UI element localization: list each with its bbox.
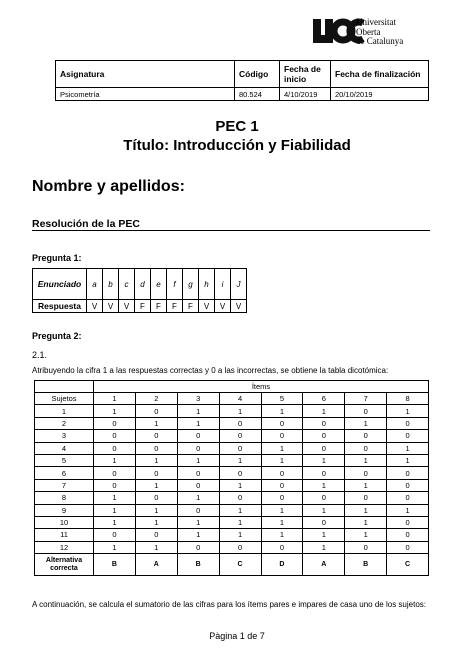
answer-cell: V <box>103 300 119 313</box>
respuesta-label: Respuesta <box>33 300 87 313</box>
val-fecha-final: 20/10/2019 <box>331 88 429 101</box>
col-fecha-final: Fecha de finalización <box>331 61 429 88</box>
score-cell: 1 <box>94 405 136 417</box>
score-cell: 0 <box>261 430 303 442</box>
score-cell: 1 <box>94 516 136 528</box>
subquestion-number: 2.1. <box>32 350 48 360</box>
score-cell: 0 <box>387 492 429 504</box>
subject-id-cell: 6 <box>35 467 94 479</box>
score-cell: 0 <box>177 504 219 516</box>
score-cell: 1 <box>219 479 261 491</box>
answer-cell: F <box>151 300 167 313</box>
answer-cell: F <box>183 300 199 313</box>
item-number-header: 1 <box>94 393 136 405</box>
answer-cell: F <box>135 300 151 313</box>
score-cell: 0 <box>387 529 429 541</box>
subject-id-cell: 5 <box>35 454 94 466</box>
item-number-header: 4 <box>219 393 261 405</box>
score-cell: 1 <box>177 405 219 417</box>
table-row <box>35 430 429 442</box>
score-cell: 0 <box>219 442 261 454</box>
score-cell: 1 <box>135 454 177 466</box>
correct-answer-row <box>35 554 429 576</box>
score-cell: 1 <box>303 504 345 516</box>
score-cell: 1 <box>303 454 345 466</box>
items-header: Ítems <box>94 381 429 393</box>
score-cell: 0 <box>219 492 261 504</box>
score-cell: 0 <box>94 417 136 429</box>
score-cell: 0 <box>387 516 429 528</box>
item-number-header: 7 <box>345 393 387 405</box>
score-cell: 0 <box>219 541 261 553</box>
score-cell: 1 <box>219 454 261 466</box>
answer-cell: V <box>87 300 103 313</box>
score-cell: 0 <box>135 442 177 454</box>
score-cell: 0 <box>303 442 345 454</box>
score-cell: 0 <box>219 467 261 479</box>
score-cell: 0 <box>303 492 345 504</box>
score-cell: 0 <box>387 430 429 442</box>
score-cell: 0 <box>219 430 261 442</box>
score-cell: 0 <box>303 516 345 528</box>
score-cell: 1 <box>387 405 429 417</box>
subject-id-cell: 1 <box>35 405 94 417</box>
score-cell: 1 <box>219 504 261 516</box>
page-footer: Pàgina 1 de 7 <box>209 631 265 641</box>
table-row <box>35 479 429 491</box>
val-codigo: 80.524 <box>235 88 280 101</box>
score-cell: 1 <box>135 516 177 528</box>
score-cell: 1 <box>135 541 177 553</box>
score-cell: 1 <box>94 454 136 466</box>
letter-cell: i <box>215 269 231 300</box>
section-divider <box>32 230 430 231</box>
answer-cell: V <box>215 300 231 313</box>
score-cell: 0 <box>135 467 177 479</box>
score-cell: 1 <box>303 405 345 417</box>
letter-cell: e <box>151 269 167 300</box>
correct-answer-cell: C <box>387 554 429 576</box>
correct-answer-cell: A <box>135 554 177 576</box>
table-row <box>35 492 429 504</box>
score-cell: 0 <box>303 467 345 479</box>
val-fecha-inicio: 4/10/2019 <box>280 88 331 101</box>
score-cell: 1 <box>345 504 387 516</box>
letter-cell: f <box>167 269 183 300</box>
score-cell: 0 <box>177 541 219 553</box>
score-cell: 1 <box>177 492 219 504</box>
logo-text: Universitat Oberta de Catalunya <box>356 17 404 46</box>
score-cell: 0 <box>345 430 387 442</box>
letter-cell: a <box>87 269 103 300</box>
page-title: PEC 1 <box>215 118 259 135</box>
score-cell: 1 <box>219 529 261 541</box>
score-cell: 0 <box>345 541 387 553</box>
score-cell: 0 <box>135 430 177 442</box>
score-cell: 0 <box>387 479 429 491</box>
alt-label: Alternativa correcta <box>35 554 94 576</box>
score-cell: 0 <box>261 467 303 479</box>
subject-id-cell: 9 <box>35 504 94 516</box>
item-number-header: 3 <box>177 393 219 405</box>
score-cell: 1 <box>261 442 303 454</box>
letter-cell: g <box>183 269 199 300</box>
score-cell: 0 <box>94 467 136 479</box>
score-cell: 0 <box>345 492 387 504</box>
score-cell: 0 <box>345 442 387 454</box>
score-cell: 1 <box>345 529 387 541</box>
score-cell: 0 <box>261 417 303 429</box>
table-row <box>35 541 429 553</box>
score-cell: 0 <box>177 430 219 442</box>
score-cell: 1 <box>303 479 345 491</box>
question2-text: Atribuyendo la cifra 1 a las respuestas correctas y 0 a las incorrectas, se obtiene la tabla dicotómica: <box>32 366 389 375</box>
score-cell: 1 <box>387 504 429 516</box>
correct-answer-cell: B <box>94 554 136 576</box>
continuation-text: A continuación, se calcula el sumatorio de las cifras para los ítems pares e impares de casa uno de los sujetos: <box>32 600 426 609</box>
correct-answer-cell: D <box>261 554 303 576</box>
table-row <box>35 454 429 466</box>
correct-answer-cell: A <box>303 554 345 576</box>
item-number-header: 8 <box>387 393 429 405</box>
question1-label: Pregunta 1: <box>32 253 82 263</box>
table-row <box>35 405 429 417</box>
col-asignatura: Asignatura <box>56 61 235 88</box>
score-cell: 1 <box>94 504 136 516</box>
score-cell: 0 <box>135 492 177 504</box>
score-cell: 1 <box>135 417 177 429</box>
score-cell: 0 <box>94 430 136 442</box>
score-cell: 1 <box>387 442 429 454</box>
score-cell: 0 <box>261 541 303 553</box>
letter-cell: d <box>135 269 151 300</box>
score-cell: 1 <box>219 516 261 528</box>
subject-id-cell: 8 <box>35 492 94 504</box>
score-cell: 0 <box>219 417 261 429</box>
score-cell: 0 <box>135 529 177 541</box>
val-asignatura: Psicometría <box>56 88 235 101</box>
score-cell: 1 <box>177 417 219 429</box>
subject-id-cell: 3 <box>35 430 94 442</box>
answer-cell: F <box>167 300 183 313</box>
score-cell: 0 <box>94 479 136 491</box>
score-cell: 1 <box>261 454 303 466</box>
letter-cell: h <box>199 269 215 300</box>
page-subtitle: Título: Introducción y Fiabilidad <box>123 137 351 154</box>
score-cell: 1 <box>261 504 303 516</box>
correct-answer-cell: B <box>177 554 219 576</box>
score-cell: 0 <box>261 492 303 504</box>
score-cell: 1 <box>261 529 303 541</box>
question2-label: Pregunta 2: <box>32 331 82 341</box>
score-cell: 0 <box>387 541 429 553</box>
table-row <box>35 442 429 454</box>
score-cell: 1 <box>135 479 177 491</box>
score-cell: 0 <box>261 479 303 491</box>
score-cell: 1 <box>177 516 219 528</box>
score-cell: 1 <box>135 504 177 516</box>
score-cell: 1 <box>303 541 345 553</box>
enunciado-label: Enunciado <box>33 269 87 300</box>
subject-id-cell: 11 <box>35 529 94 541</box>
col-codigo: Código <box>235 61 280 88</box>
table-row <box>35 516 429 528</box>
score-cell: 1 <box>387 454 429 466</box>
answers-table <box>32 268 247 313</box>
item-number-header: 5 <box>261 393 303 405</box>
score-cell: 1 <box>303 529 345 541</box>
section-heading: Resolución de la PEC <box>32 218 140 230</box>
subject-id-cell: 7 <box>35 479 94 491</box>
score-cell: 0 <box>387 467 429 479</box>
answer-cell: V <box>119 300 135 313</box>
table-row <box>35 417 429 429</box>
score-cell: 1 <box>345 417 387 429</box>
score-cell: 0 <box>135 405 177 417</box>
score-cell: 0 <box>177 479 219 491</box>
correct-answer-cell: B <box>345 554 387 576</box>
score-cell: 0 <box>303 417 345 429</box>
score-cell: 0 <box>177 442 219 454</box>
score-cell: 0 <box>345 405 387 417</box>
subject-id-cell: 2 <box>35 417 94 429</box>
correct-answer-cell: C <box>219 554 261 576</box>
score-cell: 0 <box>94 442 136 454</box>
dichotomous-table <box>34 380 429 576</box>
score-cell: 1 <box>219 405 261 417</box>
score-cell: 1 <box>261 405 303 417</box>
score-cell: 1 <box>345 479 387 491</box>
subject-id-cell: 12 <box>35 541 94 553</box>
score-cell: 1 <box>345 454 387 466</box>
score-cell: 1 <box>94 541 136 553</box>
table-row <box>35 504 429 516</box>
table-row <box>35 529 429 541</box>
letter-cell: c <box>119 269 135 300</box>
empty-corner <box>35 381 94 393</box>
course-info-table <box>55 60 429 101</box>
score-cell: 0 <box>303 430 345 442</box>
score-cell: 0 <box>177 467 219 479</box>
subjects-header: Sujetos <box>35 393 94 405</box>
letter-cell: J <box>231 269 247 300</box>
score-cell: 0 <box>94 529 136 541</box>
col-fecha-inicio: Fecha de inicio <box>280 61 331 88</box>
score-cell: 0 <box>387 417 429 429</box>
score-cell: 1 <box>261 516 303 528</box>
letter-cell: b <box>103 269 119 300</box>
score-cell: 1 <box>345 516 387 528</box>
item-number-header: 6 <box>303 393 345 405</box>
subject-id-cell: 10 <box>35 516 94 528</box>
answer-cell: V <box>231 300 247 313</box>
score-cell: 1 <box>177 454 219 466</box>
table-row <box>35 467 429 479</box>
answer-cell: V <box>199 300 215 313</box>
score-cell: 1 <box>177 529 219 541</box>
score-cell: 1 <box>94 492 136 504</box>
name-label: Nombre y apellidos: <box>32 178 185 195</box>
item-number-header: 2 <box>135 393 177 405</box>
subject-id-cell: 4 <box>35 442 94 454</box>
score-cell: 0 <box>345 467 387 479</box>
